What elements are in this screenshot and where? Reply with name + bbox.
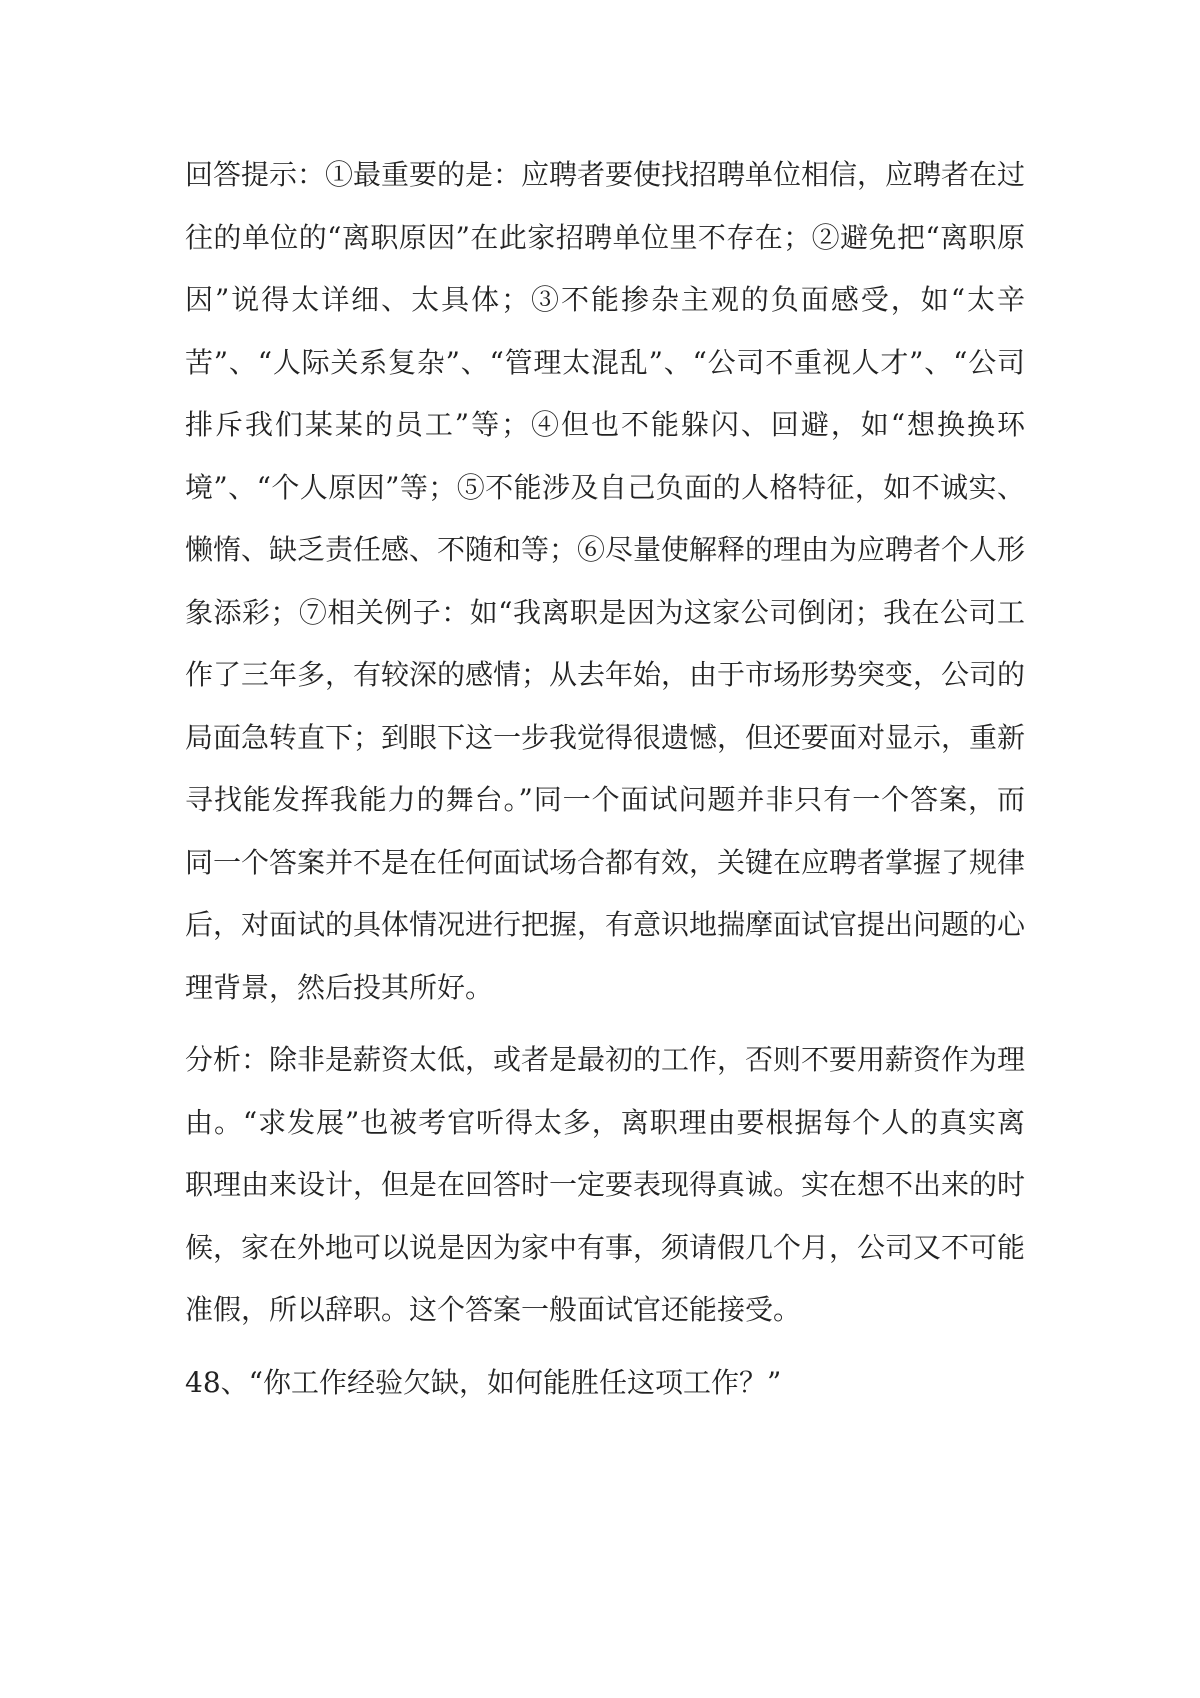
document-body: [185, 144, 1025, 1414]
analysis-paragraph: 分析：除非是薪资太低，或者是最初的工作，否则不要用薪资作为理由。“求发展”也被考官听得太多，离职理由要根据每个人的真实离职理由来设计，但是在回答时一定要表现得真诚。实在想不出来的时候，家在外地可以说是因为家中有事，须请假几个月，公司又不可能准假，所以辞职。这个答案一般面试官还能接受。: [185, 1043, 1026, 1326]
question-48-heading: 48、“你工作经验欠缺，如何能胜任这项工作？”: [185, 1365, 782, 1399]
answer-tips-paragraph: 回答提示：①最重要的是：应聘者要使找招聘单位相信，应聘者在过往的单位的“离职原因”在此家招聘单位里不存在；②避免把“离职原因”说得太详细、太具体；③不能掺杂主观的负面感受，如“太辛苦”、“人际关系复杂”、“管理太混乱”、“公司不重视人才”、“公司排斥我们某某的员工”等；④但也不能躲闪、回避，如“想换换环境”、“个人原因”等；⑤不能涉及自己负面的人格特征，如不诚实、懒惰、缺乏责任感、不随和等；⑥尽量使解释的理由为应聘者个人形象添彩；⑦相关例子：如“我离职是因为这家公司倒闭；我在公司工作了三年多，有较深的感情；从去年始，由于市场形势突变，公司的局面急转直下；到眼下这一步我觉得很遗憾，但还要面对显示，重新寻找能发挥我能力的舞台。”同一个面试问题并非只有一个答案，而同一个答案并不是在任何面试场合都有效，关键在应聘者掌握了规律后，对面试的具体情况进行把握，有意识地揣摩面试官提出问题的心理背景，然后投其所好。: [185, 158, 1026, 1004]
